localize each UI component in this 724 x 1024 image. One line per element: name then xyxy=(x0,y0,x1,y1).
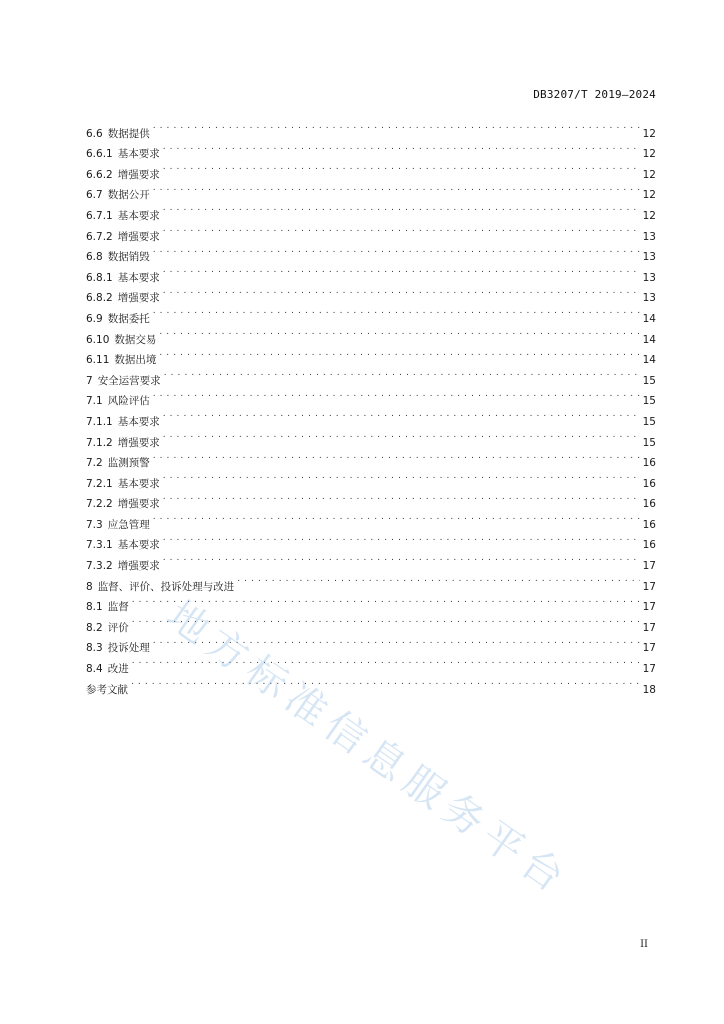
toc-entry-page: 18 xyxy=(642,683,656,696)
toc-entry[interactable] xyxy=(86,363,656,387)
toc-entry-title: 参考文献 xyxy=(86,683,128,696)
toc-entry-page: 12 xyxy=(642,148,656,161)
toc-entry-number: 7 xyxy=(86,374,93,387)
toc-entry-page: 16 xyxy=(642,477,656,490)
toc-entry-title: 数据交易 xyxy=(114,333,157,346)
toc-entry-number: 8.4 xyxy=(86,663,103,676)
toc-dot-leader xyxy=(132,590,640,611)
toc-entry-number: 7.3.1 xyxy=(86,539,113,552)
toc-entry[interactable] xyxy=(86,322,656,346)
toc-entry-title: 基本要求 xyxy=(117,271,160,284)
toc-entry-number: 8.3 xyxy=(86,642,103,655)
toc-entry-number: 7.3 xyxy=(86,518,103,531)
toc-dot-leader xyxy=(163,404,640,425)
toc-dot-leader xyxy=(153,507,640,528)
toc-entry[interactable] xyxy=(86,487,656,511)
toc-entry-number: 6.11 xyxy=(86,354,110,367)
toc-entry-number: 7.2.2 xyxy=(86,498,113,511)
toc-entry-number: 8.1 xyxy=(86,601,103,614)
toc-entry-number: 6.6 xyxy=(86,127,103,140)
toc-dot-leader xyxy=(164,363,640,384)
toc-entry[interactable] xyxy=(86,446,656,470)
toc-entry-number: 6.6.1 xyxy=(86,148,113,161)
toc-entry-page: 17 xyxy=(642,560,656,573)
toc-dot-leader xyxy=(163,260,640,281)
toc-entry[interactable] xyxy=(86,569,656,593)
toc-entry[interactable] xyxy=(86,651,656,676)
toc-dot-leader xyxy=(163,487,640,508)
toc-entry-title: 监测预警 xyxy=(107,457,150,470)
toc-entry[interactable] xyxy=(86,466,656,490)
toc-entry[interactable] xyxy=(86,240,656,264)
toc-entry-page: 16 xyxy=(642,539,656,552)
toc-entry-page: 17 xyxy=(642,642,656,655)
toc-entry-page: 15 xyxy=(642,395,656,408)
toc-entry-title: 基本要求 xyxy=(117,539,160,552)
toc-entry-title: 评价 xyxy=(107,621,129,634)
toc-entry-page: 16 xyxy=(642,498,656,511)
toc-entry[interactable] xyxy=(86,116,656,140)
toc-entry-number: 6.8.1 xyxy=(86,271,113,284)
toc-entry-page: 17 xyxy=(642,580,656,593)
toc-entry-page: 17 xyxy=(642,621,656,634)
toc-entry[interactable] xyxy=(86,590,656,614)
toc-entry-number: 6.6.2 xyxy=(86,168,113,181)
toc-entry-title: 基本要求 xyxy=(117,415,160,428)
document-code: DB3207/T 2019—2024 xyxy=(533,88,656,101)
toc-entry-page: 15 xyxy=(642,374,656,387)
toc-dot-leader xyxy=(132,610,640,631)
toc-entry[interactable] xyxy=(86,672,656,696)
toc-dot-leader xyxy=(131,672,640,693)
toc-entry-title: 数据提供 xyxy=(107,127,150,140)
toc-entry-page: 16 xyxy=(642,457,656,470)
toc-entry-page: 15 xyxy=(642,436,656,449)
toc-dot-leader xyxy=(153,116,640,137)
toc-entry[interactable] xyxy=(86,157,656,181)
toc-entry-title: 基本要求 xyxy=(117,209,160,222)
toc-entry-title: 数据出境 xyxy=(114,354,157,367)
watermark: 地方标准信息服务平台 xyxy=(158,592,579,906)
toc-entry-page: 12 xyxy=(642,209,656,222)
toc-dot-leader xyxy=(163,425,640,446)
toc-entry[interactable] xyxy=(86,343,656,367)
toc-entry-number: 8.2 xyxy=(86,621,103,634)
toc-entry[interactable] xyxy=(86,137,656,161)
toc-entry-title: 数据销毁 xyxy=(107,251,150,264)
toc-entry-title: 增强要求 xyxy=(117,436,160,449)
toc-entry-page: 14 xyxy=(642,354,656,367)
toc-entry[interactable] xyxy=(86,548,656,573)
toc-entry-page: 14 xyxy=(642,312,656,325)
toc-entry-page: 13 xyxy=(642,230,656,243)
toc-entry-title: 基本要求 xyxy=(117,148,160,161)
toc-dot-leader xyxy=(163,198,640,219)
toc-entry[interactable] xyxy=(86,528,656,552)
table-of-contents xyxy=(86,116,656,696)
toc-entry-number: 7.2 xyxy=(86,457,103,470)
toc-dot-leader xyxy=(163,219,640,240)
toc-entry-page: 17 xyxy=(642,663,656,676)
toc-dot-leader xyxy=(237,569,640,590)
toc-entry-title: 增强要求 xyxy=(117,168,160,181)
toc-entry-number: 6.7.2 xyxy=(86,230,113,243)
toc-entry-number: 6.8 xyxy=(86,251,103,264)
toc-entry-number: 7.3.2 xyxy=(86,560,113,573)
toc-dot-leader xyxy=(163,528,640,549)
toc-entry-title: 监督、评价、投诉处理与改进 xyxy=(97,580,235,593)
toc-entry[interactable] xyxy=(86,198,656,222)
toc-dot-leader xyxy=(132,651,640,672)
toc-entry-page: 12 xyxy=(642,127,656,140)
toc-dot-leader xyxy=(163,548,640,569)
toc-entry-title: 增强要求 xyxy=(117,560,160,573)
toc-entry[interactable] xyxy=(86,404,656,428)
toc-entry-title: 增强要求 xyxy=(117,292,160,305)
toc-entry-number: 6.7.1 xyxy=(86,209,113,222)
toc-dot-leader xyxy=(153,178,640,199)
toc-entry-page: 14 xyxy=(642,333,656,346)
toc-dot-leader xyxy=(163,137,640,158)
toc-entry-page: 12 xyxy=(642,168,656,181)
toc-entry-title: 基本要求 xyxy=(117,477,160,490)
toc-entry-number: 6.10 xyxy=(86,333,110,346)
toc-entry-page: 13 xyxy=(642,271,656,284)
toc-entry-page: 17 xyxy=(642,601,656,614)
toc-entry-title: 增强要求 xyxy=(117,230,160,243)
toc-entry-number: 7.1.1 xyxy=(86,415,113,428)
toc-entry-number: 7.1 xyxy=(86,395,103,408)
toc-entry-title: 监督 xyxy=(107,601,129,614)
toc-dot-leader xyxy=(163,157,640,178)
toc-entry-title: 安全运营要求 xyxy=(97,374,161,387)
toc-dot-leader xyxy=(163,281,640,302)
toc-dot-leader xyxy=(163,466,640,487)
toc-dot-leader xyxy=(153,384,640,405)
toc-dot-leader xyxy=(153,301,640,322)
toc-dot-leader xyxy=(159,322,640,343)
toc-entry[interactable] xyxy=(86,507,656,531)
toc-entry-title: 应急管理 xyxy=(107,518,150,531)
toc-entry-title: 风险评估 xyxy=(107,395,150,408)
toc-entry[interactable] xyxy=(86,219,656,243)
toc-entry[interactable] xyxy=(86,384,656,408)
toc-entry-title: 改进 xyxy=(107,663,129,676)
toc-entry[interactable] xyxy=(86,178,656,202)
toc-dot-leader xyxy=(153,631,640,652)
toc-entry-page: 13 xyxy=(642,251,656,264)
toc-entry-number: 8 xyxy=(86,580,93,593)
toc-entry-title: 增强要求 xyxy=(117,498,160,511)
toc-entry[interactable] xyxy=(86,631,656,655)
toc-entry[interactable] xyxy=(86,301,656,325)
toc-entry-title: 数据委托 xyxy=(107,312,150,325)
toc-dot-leader xyxy=(153,446,640,467)
toc-entry[interactable] xyxy=(86,260,656,284)
toc-dot-leader xyxy=(159,343,640,364)
toc-entry-number: 6.7 xyxy=(86,189,103,202)
toc-entry-title: 数据公开 xyxy=(107,189,150,202)
toc-entry[interactable] xyxy=(86,281,656,305)
toc-entry-page: 15 xyxy=(642,415,656,428)
toc-entry[interactable] xyxy=(86,425,656,449)
toc-entry-title: 投诉处理 xyxy=(107,642,150,655)
toc-dot-leader xyxy=(153,240,640,261)
toc-entry-number: 6.9 xyxy=(86,312,103,325)
toc-entry-number: 7.2.1 xyxy=(86,477,113,490)
toc-entry[interactable] xyxy=(86,610,656,634)
toc-entry-page: 13 xyxy=(642,292,656,305)
toc-entry-page: 12 xyxy=(642,189,656,202)
toc-entry-number: 6.8.2 xyxy=(86,292,113,305)
toc-entry-number: 7.1.2 xyxy=(86,436,113,449)
toc-entry-page: 16 xyxy=(642,518,656,531)
page-number: II xyxy=(640,939,648,950)
